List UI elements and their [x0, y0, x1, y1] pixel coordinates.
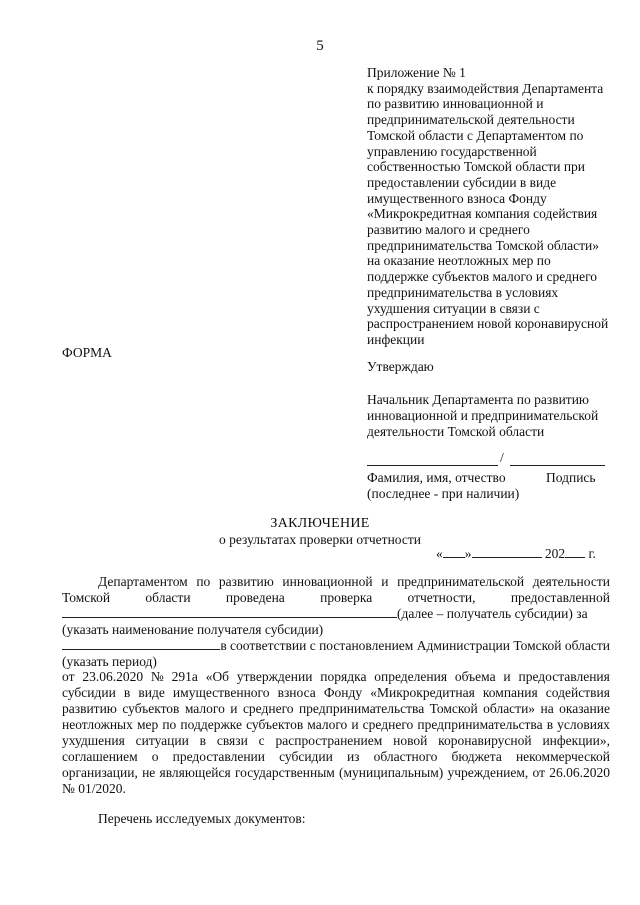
- body-word: утверждении: [236, 669, 313, 685]
- body-line: [62, 669, 610, 685]
- date-month-blank: [472, 546, 542, 558]
- period-hint: (указать период): [62, 653, 157, 669]
- appendix-line: поддержке субъектов малого и среднего: [367, 269, 598, 285]
- body-word: неотложных: [62, 717, 133, 733]
- date-close-quote: »: [464, 546, 472, 561]
- body-word: «Об: [205, 669, 230, 685]
- body-line: [62, 733, 610, 749]
- conclusion-title: ЗАКЛЮЧЕНИЕ: [270, 516, 370, 531]
- body-word: предоставления: [518, 669, 610, 685]
- body-word: определения: [374, 669, 448, 685]
- documents-heading: Перечень исследуемых документов:: [98, 811, 306, 826]
- appendix-line: «Микрокредитная компания содействия: [367, 206, 598, 222]
- body-word: и: [381, 574, 389, 589]
- date-suffix: г.: [585, 546, 596, 561]
- page-number: 5: [316, 38, 324, 54]
- body-word: малого: [307, 717, 348, 733]
- appendix-line: предоставлении субсидии в виде: [367, 174, 557, 190]
- approver-position-line: деятельности Томской области: [367, 424, 545, 439]
- body-word: предпринимательской: [397, 574, 525, 589]
- body-word: развитию: [218, 574, 274, 589]
- body-word: поддержке: [180, 717, 242, 733]
- appendix-line: к порядку взаимодействия Департамента: [367, 80, 604, 96]
- body-word: в: [199, 733, 207, 749]
- body-word: субъектов: [246, 717, 304, 733]
- body-word: не: [142, 764, 156, 780]
- body-word: 291а: [171, 669, 198, 685]
- body-line: [62, 765, 610, 781]
- body-word: 23.06.2020: [82, 669, 144, 685]
- body-word: предпринимательства: [298, 701, 425, 717]
- body-line: [62, 638, 610, 654]
- recipient-name-hint: (указать наименование получателя субсидии): [62, 621, 324, 637]
- body-word: соглашением: [62, 748, 138, 764]
- body-word: новой: [393, 733, 428, 749]
- body-word: мер: [136, 717, 159, 733]
- body-word: являющейся: [159, 764, 231, 780]
- appendix-line: развитию малого и среднего: [367, 222, 530, 238]
- body-word: порядка: [320, 669, 367, 685]
- appendix-line: по развитию инновационной и: [367, 96, 544, 112]
- body-line: [62, 574, 610, 590]
- date-year-blank: [565, 546, 585, 558]
- body-word: объема: [454, 669, 496, 685]
- body-word: виде: [138, 685, 165, 701]
- name-label: Фамилия, имя, отчество: [367, 470, 506, 485]
- body-word: предоставленной: [510, 589, 610, 605]
- appendix-line: управлению государственной: [367, 143, 537, 159]
- body-word: ситуации: [135, 733, 189, 749]
- body-word: оказание: [559, 701, 610, 717]
- body-line-text: (далее – получатель субсидии) за: [397, 605, 588, 621]
- body-word: Томской: [429, 701, 478, 717]
- body-word: области: [145, 589, 191, 605]
- body-line: [62, 749, 610, 765]
- body-word: инновационной: [282, 574, 373, 589]
- body-line: [62, 606, 610, 622]
- appendix-line: инфекции: [367, 331, 425, 347]
- body-word: и: [503, 669, 511, 685]
- body-word: субсидии: [279, 748, 333, 764]
- body-word: 26.06.2020: [549, 764, 610, 780]
- date-line: [436, 546, 596, 562]
- name-signature-line: [367, 465, 498, 466]
- appendix-line: ухудшения ситуации в связи с: [367, 300, 540, 316]
- body-word: имущественного: [172, 685, 270, 701]
- body-word: ухудшения: [62, 733, 125, 749]
- body-word: по: [196, 574, 211, 589]
- body-word: о: [151, 748, 159, 764]
- body-line: [62, 590, 610, 606]
- body-word: инфекции»,: [542, 733, 610, 749]
- body-word: Томской: [62, 589, 111, 605]
- date-day-blank: [443, 546, 465, 558]
- date-year: 202: [544, 546, 566, 561]
- body-word: деятельности: [532, 574, 610, 589]
- body-word: Фонду: [323, 685, 363, 701]
- name-note: (последнее - при наличии): [367, 486, 520, 501]
- signature-label: Подпись: [546, 470, 596, 485]
- body-word: областного: [373, 748, 438, 764]
- body-word: распространением: [275, 733, 383, 749]
- appendix-line: предпринимательства в условиях: [367, 284, 559, 300]
- body-word: и: [230, 701, 238, 717]
- signature-separator: /: [500, 450, 504, 465]
- body-word: проверка: [320, 589, 373, 605]
- approver-position-line: инновационной и предпринимательской: [367, 408, 599, 423]
- appendix-lines: [367, 81, 627, 348]
- body-word: на: [540, 701, 554, 717]
- body-word: «Микрокредитная: [370, 685, 475, 701]
- appendix-line: предпринимательства Томской области»: [367, 237, 599, 253]
- appendix-title: Приложение № 1: [367, 65, 466, 80]
- body-line: [62, 701, 610, 717]
- approver-position-line: Начальник Департамента по развитию: [367, 392, 590, 407]
- body-word: среднего: [362, 717, 414, 733]
- date-open-quote: «: [436, 546, 443, 561]
- body-word: содействия: [545, 685, 610, 701]
- form-label: ФОРМА: [62, 345, 112, 360]
- body-word: Департаментом: [98, 574, 188, 589]
- period-blank: [62, 638, 220, 650]
- body-word: области»: [483, 701, 536, 717]
- body-word: с: [258, 733, 265, 749]
- body-word: среднего: [242, 701, 294, 717]
- appendix-line: на оказание неотложных мер по: [367, 253, 551, 269]
- body-word: от: [62, 669, 75, 685]
- body-word: из: [346, 748, 360, 764]
- recipient-name-blank: [62, 606, 397, 618]
- signature-line: [510, 465, 605, 466]
- body-word: (муниципальным): [339, 764, 444, 780]
- body-line: № 01/2020.: [62, 780, 126, 796]
- body-word: субсидии: [62, 685, 116, 701]
- body-word: в: [546, 717, 554, 733]
- approval-word: Утверждаю: [367, 359, 434, 374]
- body-word: по: [162, 717, 177, 733]
- body-word: компания: [482, 685, 538, 701]
- appendix-line: собственностью Томской области при: [367, 159, 586, 175]
- appendix-line: распространением новой коронавирусной: [367, 316, 609, 332]
- approver-position: [367, 392, 598, 440]
- body-word: учреждением,: [447, 764, 529, 780]
- conclusion-subtitle: о результатах проверки отчетности: [218, 532, 421, 547]
- body-line: [62, 685, 610, 701]
- body-word: развитию: [62, 701, 117, 717]
- appendix-line: имущественного взноса Фонду: [367, 190, 547, 206]
- body-word: №: [150, 669, 164, 685]
- body-word: государственным: [234, 764, 335, 780]
- body-word: отчетности,: [407, 589, 476, 605]
- body-word: и: [351, 717, 359, 733]
- body-word: связи: [216, 733, 248, 749]
- body-word: проведена: [225, 589, 285, 605]
- body-word: организации,: [62, 764, 138, 780]
- body-line: [62, 717, 610, 733]
- appendix-line: Томской области с Департаментом по: [367, 127, 584, 143]
- body-word: субъектов: [122, 701, 180, 717]
- body-word: предоставлении: [172, 748, 265, 764]
- body-word: предпринимательства: [417, 717, 543, 733]
- body-text: [62, 574, 610, 797]
- appendix-line: предпринимательской деятельности: [367, 112, 575, 128]
- body-word: взноса: [277, 685, 316, 701]
- body-word: бюджета: [451, 748, 502, 764]
- body-word: коронавирусной: [438, 733, 532, 749]
- body-word: в: [123, 685, 131, 701]
- body-line-text: в соответствии с постановлением Администрации Томской области: [220, 637, 610, 653]
- body-word: некоммерческой: [515, 748, 610, 764]
- body-word: условиях: [557, 717, 610, 733]
- body-word: от: [532, 764, 545, 780]
- appendix-block: [367, 65, 627, 348]
- body-word: малого: [184, 701, 225, 717]
